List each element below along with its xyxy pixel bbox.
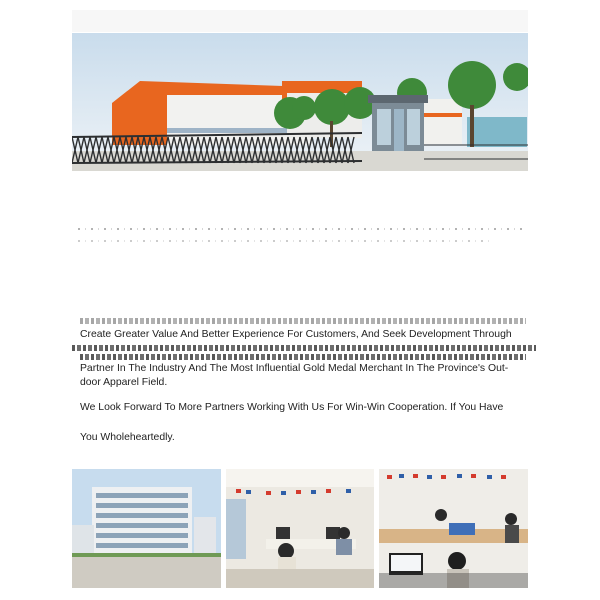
top-band	[72, 10, 528, 32]
office-building-photo	[72, 469, 221, 588]
faded-text-line	[78, 228, 526, 230]
garbled-text-line	[80, 318, 526, 324]
photo-gallery	[72, 469, 528, 588]
company-description	[80, 318, 526, 445]
office-interior-photo	[226, 469, 375, 588]
garbled-text-line	[72, 345, 536, 351]
faded-text-line	[78, 240, 490, 242]
paragraph-2: We Look Forward To More Partners Working With Us For Win-Win Cooperation. If You Have	[80, 402, 504, 413]
paragraph-3: You Wholeheartedly.	[80, 432, 175, 443]
faded-text-area	[78, 228, 526, 258]
paragraph-1: Create Greater Value And Better Experience For Customers, And Seek Development Through	[80, 329, 512, 340]
garbled-text-line	[80, 354, 526, 360]
factory-hero-image	[72, 33, 528, 171]
paragraph-1-end: Partner In The Industry And The Most Influential Gold Medal Merchant In The Province's Out-door Apparel Field.	[80, 363, 509, 388]
office-workstations-photo	[379, 469, 528, 588]
